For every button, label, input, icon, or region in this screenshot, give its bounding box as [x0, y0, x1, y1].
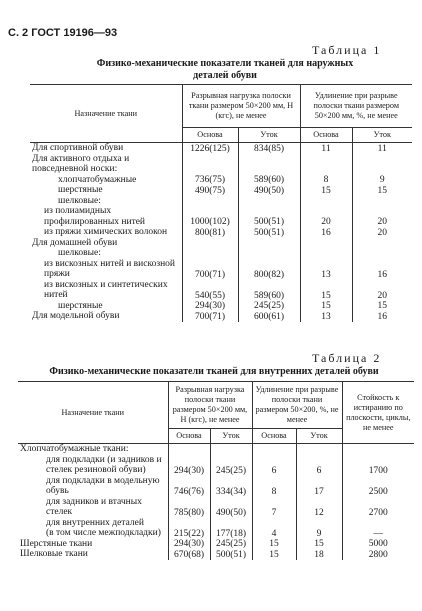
table-row: [30, 206, 412, 227]
table-row: [18, 497, 414, 518]
row-value: 177(18): [210, 528, 252, 539]
row-value: 15: [300, 280, 352, 301]
row-name: для задников и втачных стелек: [18, 497, 168, 518]
row-value: [300, 248, 352, 259]
table-row: [18, 549, 414, 560]
row-value: 2700: [368, 507, 388, 518]
table1-sub-osnova2: Основа: [300, 128, 352, 143]
row-value: 490(50): [210, 497, 252, 518]
row-value: [352, 238, 412, 249]
table1-title-line2: деталей обуви: [193, 70, 257, 81]
row-value: [182, 238, 238, 249]
row-value: 1226(125): [182, 143, 238, 154]
row-value: 245(25): [210, 455, 252, 476]
row-value: 6: [296, 455, 342, 476]
table1-sub-utok: Уток: [238, 128, 300, 143]
table-row: [30, 311, 412, 322]
row-value: 294(30): [182, 301, 238, 312]
row-value: 700(71): [182, 259, 238, 280]
row-value: 13: [300, 259, 352, 280]
row-value: [168, 518, 210, 529]
row-name: Для модельной обуви: [30, 311, 182, 322]
table2-col-load: Разрывная нагрузка полоски ткани размером 50×200 мм, Н (кгс), не менее: [168, 382, 252, 429]
row-value: [182, 248, 238, 259]
table-row: [18, 444, 414, 455]
row-name: шерстяные: [30, 185, 182, 196]
row-value: 5000: [368, 539, 388, 549]
row-value: 6: [252, 455, 296, 476]
row-value: [300, 196, 352, 207]
row-value: [342, 444, 414, 455]
table1-title: [40, 58, 410, 82]
table-row: [30, 259, 412, 280]
row-value: [352, 196, 412, 207]
row-value: 1700: [368, 465, 388, 476]
row-value: 16: [377, 311, 387, 322]
table-row: [30, 280, 412, 301]
table2-col-elong: Удлинение при разрыве полоски ткани размером 50×200, %, не менее: [252, 382, 342, 429]
table-row: [30, 185, 412, 196]
row-value: 20: [377, 217, 387, 227]
row-name: шелковые:: [30, 196, 182, 207]
row-value: [342, 518, 414, 529]
row-value: 16: [300, 227, 352, 238]
row-value: 7: [252, 497, 296, 518]
row-value: 834(85): [238, 143, 300, 154]
table-row: [30, 248, 412, 259]
row-value: 334(34): [210, 476, 252, 497]
row-value: 1000(102): [182, 206, 238, 227]
row-name: для внутренних деталей: [18, 518, 168, 529]
row-value: 2800: [368, 549, 388, 560]
row-name: Для активного отдыха и повседневной носки:: [30, 154, 182, 175]
table-row: [18, 539, 414, 550]
row-value: [296, 518, 342, 529]
row-name: шелковые:: [30, 248, 182, 259]
table-row: [30, 196, 412, 207]
row-value: 500(51): [210, 549, 252, 560]
row-value: 15: [300, 301, 352, 312]
row-value: [300, 154, 352, 175]
row-value: 2500: [368, 486, 388, 497]
row-value: 736(75): [182, 175, 238, 186]
table1: [30, 84, 412, 322]
row-value: 15: [300, 185, 352, 196]
row-name: из вискозных нитей и вискозной пряжи: [30, 259, 182, 280]
row-value: 17: [296, 476, 342, 497]
row-value: 490(50): [238, 185, 300, 196]
row-value: 12: [296, 497, 342, 518]
table2-sub-utok: Уток: [210, 429, 252, 444]
table1-col-name: Назначение ткани: [30, 85, 182, 143]
table-row: [30, 238, 412, 249]
row-value: 13: [300, 311, 352, 322]
table-row: [18, 455, 414, 476]
row-value: 785(80): [168, 497, 210, 518]
table-row: [30, 143, 412, 154]
row-value: 15: [377, 185, 387, 196]
table1-sub-utok2: Уток: [352, 128, 412, 143]
table-row: [30, 175, 412, 186]
row-name: из пряжи химических волокон: [30, 227, 182, 238]
row-value: [238, 238, 300, 249]
row-value: 8: [300, 175, 352, 186]
table1-label: Таблица 1: [312, 43, 382, 57]
table1-col-load: Разрывная нагрузка полоски ткани размером 50×200 мм, Н (кгс), не менее: [182, 85, 300, 128]
row-value: 8: [252, 476, 296, 497]
row-value: 215(22): [168, 528, 210, 539]
table2-body: [18, 444, 414, 560]
row-name: из полиамидных профилированных нитей: [30, 206, 182, 227]
table1-body: [30, 143, 412, 322]
row-value: 670(68): [168, 549, 210, 560]
row-value: 746(76): [168, 476, 210, 497]
row-value: 490(75): [182, 185, 238, 196]
row-value: 589(60): [238, 280, 300, 301]
row-value: 15: [296, 539, 342, 550]
row-value: 15: [252, 539, 296, 550]
row-name: Шелковые ткани: [18, 549, 168, 560]
row-name: (в том числе межподкладки): [18, 528, 168, 539]
row-name: для подкладки в модельную обувь: [18, 476, 168, 497]
row-value: [352, 248, 412, 259]
row-value: [252, 518, 296, 529]
row-value: [182, 196, 238, 207]
row-value: [238, 154, 300, 175]
row-value: —: [373, 528, 383, 539]
table-row: [30, 227, 412, 238]
row-value: [296, 444, 342, 455]
table2-sub-utok2: Уток: [296, 429, 342, 444]
row-name: для подкладки (и задников и стелек резиновой обуви): [18, 455, 168, 476]
row-value: [252, 444, 296, 455]
row-value: 800(81): [182, 227, 238, 238]
row-value: 245(25): [210, 539, 252, 550]
row-name: из вискозных и синтетических нитей: [30, 280, 182, 301]
row-value: 4: [252, 528, 296, 539]
row-value: [182, 154, 238, 175]
table2-col-name: Назначение ткани: [18, 382, 168, 444]
row-name: Для домашней обуви: [30, 238, 182, 249]
row-value: [300, 238, 352, 249]
row-value: 18: [296, 549, 342, 560]
row-value: [210, 518, 252, 529]
table-row: [30, 154, 412, 175]
row-value: 500(51): [238, 227, 300, 238]
row-value: 11: [377, 143, 387, 154]
table-row: [18, 528, 414, 539]
table1-title-line1: Физико-механические показатели тканей для наружных: [96, 58, 354, 69]
row-value: 540(55): [182, 280, 238, 301]
row-value: [210, 444, 252, 455]
row-value: 15: [377, 301, 387, 311]
row-value: 700(71): [182, 311, 238, 322]
row-value: [352, 154, 412, 175]
table-row: [30, 301, 412, 312]
row-name: хлопчатобумажные: [30, 175, 182, 186]
table-row: [18, 476, 414, 497]
row-name: Хлопчатобумажные ткани:: [18, 444, 168, 455]
row-value: 294(30): [168, 539, 210, 550]
row-value: 294(30): [168, 455, 210, 476]
row-value: 20: [377, 290, 387, 301]
row-value: 500(51): [238, 206, 300, 227]
table2-sub-osnova2: Основа: [252, 429, 296, 444]
row-value: 20: [300, 206, 352, 227]
row-value: 20: [377, 227, 387, 238]
row-value: 600(61): [238, 311, 300, 322]
row-value: 800(82): [238, 259, 300, 280]
table1-col-elong: Удлинение при разрыве полоски ткани размером 50×200 мм, %, не менее: [300, 85, 412, 128]
table-row: [18, 518, 414, 529]
row-name: Шерстяные ткани: [18, 539, 168, 550]
row-value: 11: [300, 143, 352, 154]
table2-col-abr: Стойкость к истиранию по плоскости, циклы, не менее: [342, 382, 414, 444]
row-value: 245(25): [238, 301, 300, 312]
row-value: 9: [379, 175, 385, 185]
row-value: [238, 248, 300, 259]
table2: [18, 381, 414, 560]
row-value: 589(60): [238, 175, 300, 186]
row-value: 16: [377, 269, 387, 280]
row-name: Для спортивной обуви: [30, 143, 182, 154]
row-value: [238, 196, 300, 207]
table2-title: Физико-механические показатели тканей для внутренних деталей обуви: [49, 366, 379, 377]
page-header: С. 2 ГОСТ 19196—93: [8, 27, 118, 39]
table1-sub-osnova: Основа: [182, 128, 238, 143]
table2-sub-osnova: Основа: [168, 429, 210, 444]
table2-label: Таблица 2: [312, 351, 382, 365]
row-name: шерстяные: [30, 301, 182, 312]
row-value: [168, 444, 210, 455]
row-value: 9: [296, 528, 342, 539]
row-value: 15: [252, 549, 296, 560]
